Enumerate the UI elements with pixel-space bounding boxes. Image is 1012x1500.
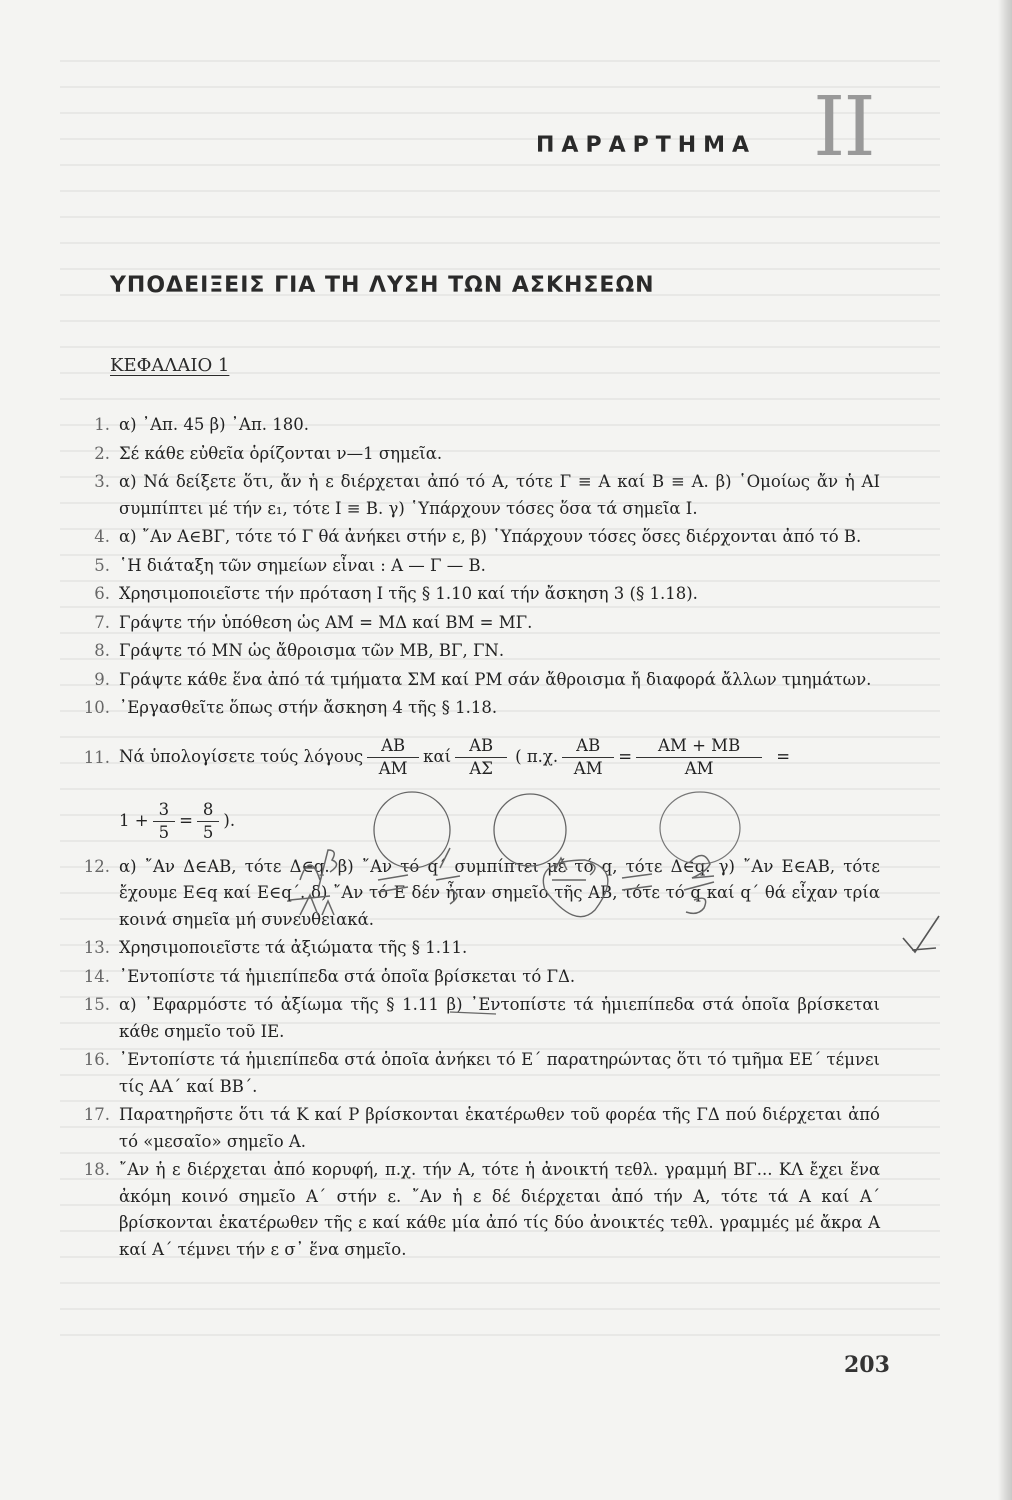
list-item <box>80 412 880 439</box>
denominator: ΑΣ <box>469 759 493 778</box>
equals-sign: = <box>618 747 633 767</box>
appendix-part-number: II <box>813 80 874 175</box>
item-number: 11. <box>83 747 110 767</box>
item-text: Γράψτε τό ΜΝ ὡς ἄθροισμα τῶν ΜΒ, ΒΓ, ΓΝ. <box>119 641 505 660</box>
item-number: 8. <box>94 641 110 660</box>
page-edge <box>998 0 1012 1500</box>
fraction-8-5 <box>197 799 220 844</box>
item-text: ῾Η διάταξη τῶν σημείων εἶναι : Α — Γ — Β. <box>119 555 486 575</box>
numerator: ΑΒ <box>562 735 614 758</box>
item-number: 14. <box>83 966 110 986</box>
item-text: Νά ὑπολογίσετε τούς λόγους <box>119 747 364 767</box>
item-text: Γράψτε κάθε ἕνα ἀπό τά τμήματα ΣΜ καί ΡΜ σάν ἄθροισμα ἤ διαφορά ἄλλων τμημάτων. <box>119 669 872 689</box>
conjunction: καί <box>423 747 452 767</box>
expression-part: 1 + <box>119 811 149 831</box>
item-number: 12. <box>83 856 110 876</box>
item-text: ᾿Εργασθεῖτε ὅπως στήν ἄσκηση 4 τῆς § 1.18. <box>119 698 498 717</box>
item-text: ᾿Εντοπίστε τά ἡμιεπίπεδα στά ὁποῖα βρίσκεται τό ΓΔ. <box>119 966 576 986</box>
item-number: 4. <box>94 527 110 546</box>
ratio-line-2 <box>119 792 880 852</box>
list-item <box>80 667 880 694</box>
ratio-line-1 <box>119 724 880 792</box>
item-11-body <box>110 724 880 852</box>
page-number: 203 <box>844 1352 890 1378</box>
item-number: 17. <box>83 1105 110 1124</box>
item-text: α) ᾿Απ. 45 β) ᾿Απ. 180. <box>119 415 310 434</box>
denominator: ΑΜ <box>378 759 408 778</box>
item-text: ῎Αν ἡ ε διέρχεται ἀπό κορυφή, π.χ. τήν Α, τότε ἡ ἀνοικτή τεθλ. γραμμή ΒΓ... ΚΛ ἔχει ἕνα ἀκόμη κοινό σημεῖο Α΄ στήν ε. ῎Αν ἡ ε δέ διέρχεται ἀπό τήν Α, τότε τά Α καί Α΄ βρίσκονται ἑκατέρωθεν τῆς ε καί κάθε μία ἀπό τίς δύο ἀνοικτές τεθλ. γραμμές μέ ἄκρα Α καί Α΄ τέμνει τήν ε σ᾿ ἕνα σημεῖο. <box>119 1160 880 1259</box>
example-label: ( π.χ. <box>515 747 559 767</box>
closing-paren: ). <box>223 811 236 831</box>
fraction-ab-am <box>367 735 419 780</box>
item-number: 10. <box>83 698 110 717</box>
item-number: 15. <box>83 995 110 1014</box>
item-number: 1. <box>94 415 110 434</box>
list-item <box>80 610 880 637</box>
item-number: 9. <box>94 669 110 689</box>
denominator: ΑΜ <box>684 759 714 778</box>
list-item <box>80 935 880 962</box>
fraction-3-5 <box>153 799 176 844</box>
equals-sign: = <box>776 747 791 767</box>
item-text: Χρησιμοποιεῖστε τήν πρόταση Ι τῆς § 1.10 καί τήν ἄσκηση 3 (§ 1.18). <box>119 584 698 603</box>
denominator: 5 <box>202 823 214 842</box>
list-item <box>80 1047 880 1100</box>
numerator: 8 <box>197 799 220 822</box>
list-item <box>80 1157 880 1263</box>
item-text: Γράψτε τήν ὑπόθεση ὡς ΑΜ = ΜΔ καί ΒΜ = ΜΓ. <box>119 612 533 632</box>
list-item <box>80 524 880 551</box>
item-number: 3. <box>94 472 110 491</box>
item-text: α) ῎Αν Α∈ΒΓ, τότε τό Γ θά ἀνήκει στήν ε, β) ῾Υπάρχουν τόσες ὅσες διέρχονται ἀπό τό Β. <box>119 527 862 546</box>
list-item <box>80 469 880 522</box>
numerator: ΑΜ + ΜΒ <box>636 735 762 758</box>
exercise-hints-list <box>80 412 880 1265</box>
list-item <box>80 695 880 722</box>
item-number: 13. <box>83 938 110 957</box>
denominator: 5 <box>158 823 170 842</box>
section-title: ΥΠΟΔΕΙΞΕΙΣ ΓΙΑ ΤΗ ΛΥΣΗ ΤΩΝ ΑΣΚΗΣΕΩΝ <box>110 273 655 298</box>
list-item <box>80 441 880 468</box>
numerator: 3 <box>153 799 176 822</box>
list-item <box>80 1102 880 1155</box>
list-item-11 <box>80 724 880 852</box>
fraction-sum <box>636 735 762 780</box>
list-item <box>80 638 880 665</box>
fraction-ab-as <box>455 735 507 780</box>
item-number: 5. <box>94 555 110 575</box>
denominator: ΑΜ <box>573 759 603 778</box>
equals-sign: = <box>179 811 193 831</box>
list-item <box>80 964 880 991</box>
item-number: 7. <box>94 612 110 632</box>
chapter-heading: ΚΕΦΑΛΑΙΟ 1 <box>110 355 230 376</box>
numerator: ΑΒ <box>367 735 419 758</box>
item-number: 18. <box>83 1160 110 1179</box>
numerator: ΑΒ <box>455 735 507 758</box>
item-text: ᾿Εντοπίστε τά ἡμιεπίπεδα στά ὁποῖα ἀνήκει τό Ε΄ παρατηρώντας ὅτι τό τμῆμα ΕΕ΄ τέμνει τίς ΑΑ΄ καί ΒΒ΄. <box>119 1050 880 1096</box>
fraction-ab-am-example <box>562 735 614 780</box>
list-item <box>80 992 880 1045</box>
item-text: Παρατηρῆστε ὅτι τά Κ καί Ρ βρίσκονται ἑκατέρωθεν τοῦ φορέα τῆς ΓΔ πού διέρχεται ἀπό τό «μεσαῖο» σημεῖο Α. <box>119 1105 880 1151</box>
list-item <box>80 581 880 608</box>
list-item <box>80 553 880 580</box>
appendix-title: ΠΑΡΑΡΤΗΜΑ <box>536 133 757 158</box>
list-item <box>80 854 880 934</box>
item-number: 16. <box>83 1050 110 1069</box>
item-text: α) ᾿Εφαρμόστε τό ἀξίωμα τῆς § 1.11 β) ᾿Εντοπίστε τά ἡμιεπίπεδα στά ὁποῖα βρίσκεται κάθε σημεῖο τοῦ ΙΕ. <box>119 995 880 1041</box>
item-text: Χρησιμοποιεῖστε τά ἀξιώματα τῆς § 1.11. <box>119 938 468 957</box>
item-text: α) Νά δείξετε ὅτι, ἄν ἡ ε διέρχεται ἀπό τό Α, τότε Γ ≡ Α καί Β ≡ Α. β) ῾Ομοίως ἄν ἡ ΑΙ συμπίπτει μέ τήν ε₁, τότε Ι ≡ Β. γ) ῾Υπάρχουν τόσες ὅσα τά σημεῖα Ι. <box>119 472 880 518</box>
item-number: 6. <box>94 584 110 603</box>
item-number: 2. <box>94 443 110 463</box>
item-text: α) ῎Αν Δ∈ΑΒ, τότε Δ∈q. β) ῎Αν τό q΄ συμπίπτει μέ τό q, τότε Δ∈q. γ) ῎Αν Ε∈ΑΒ, τότε ἔχουμε Ε∈q καί Ε∈q΄. δ) ῎Αν τό Ε δέν ἦταν σημεῖο τῆς ΑΒ, τότε τό q καί q΄ θά εἶχαν τρία κοινά σημεῖα μή συνευθειακά. <box>119 856 880 929</box>
item-text: Σέ κάθε εὐθεῖα ὁρίζονται ν—1 σημεῖα. <box>119 443 443 463</box>
